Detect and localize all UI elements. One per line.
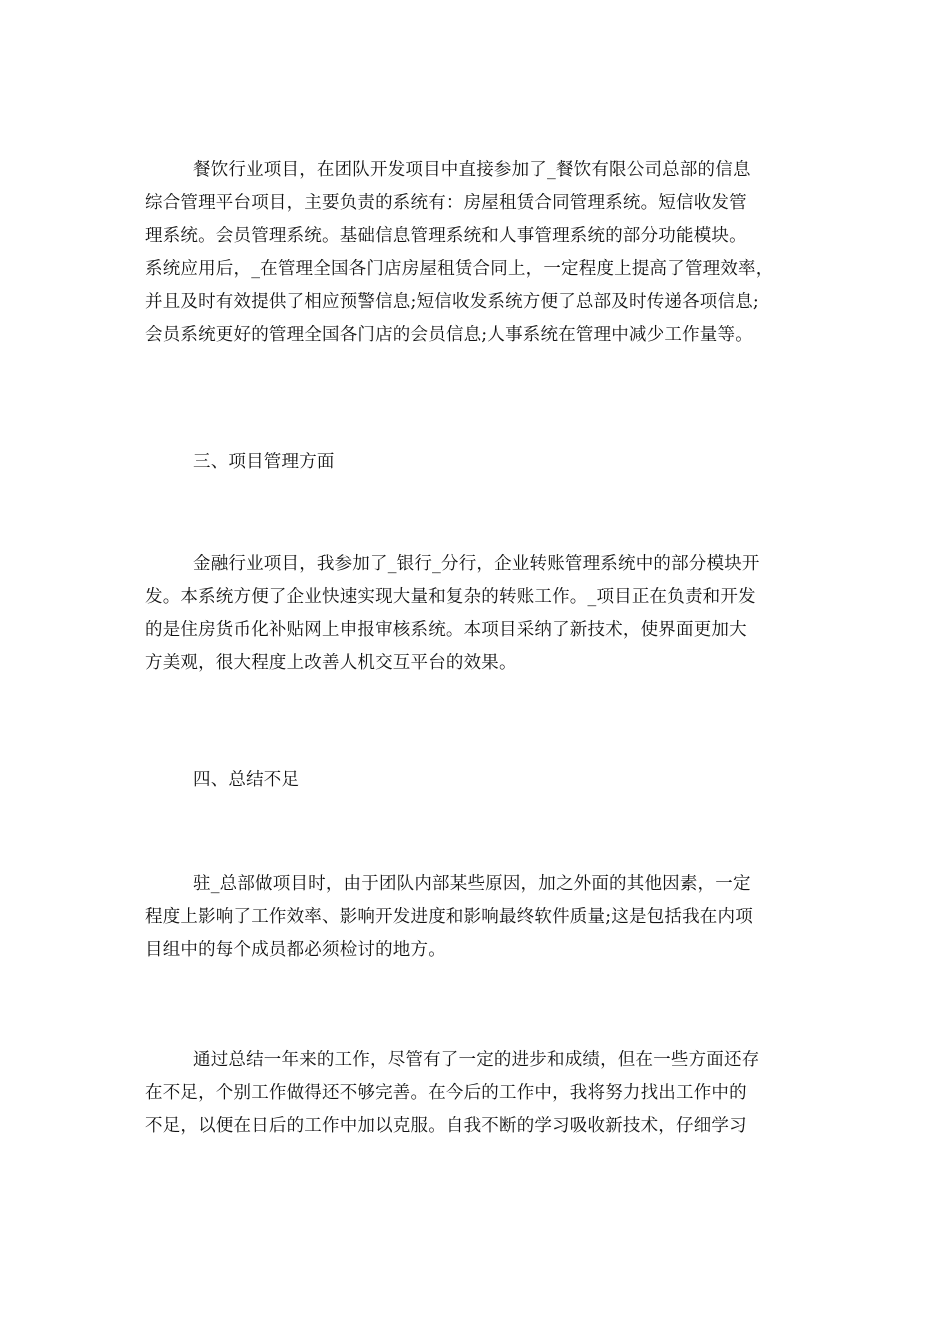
text-line: 并且及时有效提供了相应预警信息;短信收发系统方便了总部及时传递各项信息;: [145, 292, 759, 312]
text-line: 不足，以便在日后的工作中加以克服。自我不断的学习吸收新技术，仔细学习: [145, 1116, 747, 1136]
paragraph-year-summary: [145, 1044, 815, 1143]
paragraph-catering-project: [145, 154, 815, 352]
paragraph-headquarters-project: [145, 868, 815, 967]
text-line: 在不足，个别工作做得还不够完善。在今后的工作中，我将努力找出工作中的: [145, 1083, 747, 1103]
text-line: 会员系统更好的管理全国各门店的会员信息;人事系统在管理中减少工作量等。: [145, 325, 753, 345]
text-line: 发。本系统方便了企业快速实现大量和复杂的转账工作。_项目正在负责和开发: [145, 587, 756, 607]
text-line: 金融行业项目，我参加了_银行_分行，企业转账管理系统中的部分模块开: [193, 554, 760, 574]
text-line: 综合管理平台项目，主要负责的系统有：房屋租赁合同管理系统。短信收发管: [145, 193, 747, 213]
section-heading: 三、项目管理方面: [193, 452, 335, 472]
text-line: 系统应用后，_在管理全国各门店房屋租赁合同上，一定程度上提高了管理效率，: [145, 259, 774, 279]
text-line: 的是住房货币化补贴网上申报审核系统。本项目采纳了新技术，使界面更加大: [145, 620, 747, 640]
text-line: 通过总结一年来的工作，尽管有了一定的进步和成绩，但在一些方面还存: [193, 1050, 760, 1070]
heading-summary-shortcomings: [145, 764, 815, 797]
section-heading: 四、总结不足: [193, 770, 300, 790]
text-line: 方美观，很大程度上改善人机交互平台的效果。: [145, 653, 517, 673]
text-line: 程度上影响了工作效率、影响开发进度和影响最终软件质量;这是包括我在内项: [145, 907, 753, 927]
text-line: 驻_总部做项目时，由于团队内部某些原因，加之外面的其他因素，一定: [193, 874, 751, 894]
heading-project-management: [145, 446, 815, 479]
text-line: 餐饮行业项目，在团队开发项目中直接参加了_餐饮有限公司总部的信息: [193, 160, 751, 180]
paragraph-finance-project: [145, 548, 815, 680]
text-line: 理系统。会员管理系统。基础信息管理系统和人事管理系统的部分功能模块。: [145, 226, 747, 246]
text-line: 目组中的每个成员都必须检讨的地方。: [145, 940, 446, 960]
